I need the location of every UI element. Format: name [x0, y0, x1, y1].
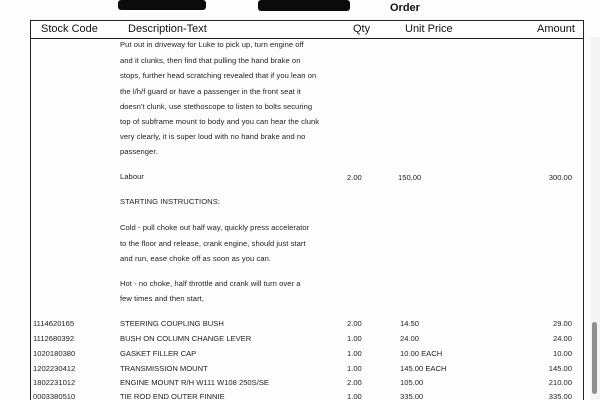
instruction-line: Hot - no choke, half throttle and crank will turn over a — [120, 279, 301, 288]
item-unit-price: 14.50 — [400, 319, 420, 328]
labour-desc: Labour — [120, 172, 144, 181]
table-left-rule — [30, 37, 31, 400]
item-desc: TRANSMISSION MOUNT — [120, 364, 208, 373]
redacted-block-left — [118, 0, 206, 10]
item-qty: 2.00 — [347, 319, 362, 328]
labour-unit-price: 150.00 — [398, 173, 422, 182]
labour-amount: 300.00 — [548, 173, 572, 182]
note-line: passenger. — [120, 147, 158, 156]
instruction-line: Cold - pull choke out half way, quickly press accelerator — [120, 223, 310, 232]
item-desc: BUSH ON COLUMN CHANGE LEVER — [120, 334, 252, 343]
header-qty: Qty — [353, 23, 371, 35]
item-code: 1802231012 — [33, 378, 76, 387]
column-header-row — [30, 20, 584, 39]
item-desc: TIE ROD END OUTER FINNIE — [120, 392, 225, 401]
item-code: 1202230412 — [33, 364, 76, 373]
note-line: very clearly, it is super loud with no hand brake and no — [120, 132, 306, 141]
note-line: Put out in driveway for Luke to pick up, turn engine off — [120, 40, 304, 49]
item-qty: 1.00 — [347, 364, 362, 373]
note-line: the l/h/f guard or have a passenger in the front seat it — [120, 87, 301, 96]
item-amount: 335.00 — [548, 392, 572, 401]
note-line: and it clunks, then find that pulling the hand brake on — [120, 56, 301, 65]
item-amount: 29.00 — [552, 319, 572, 328]
header-stock-code: Stock Code — [41, 23, 98, 35]
note-line: doesn't clunk, use stethoscope to listen to bolts securing — [120, 102, 313, 111]
item-qty: 2.00 — [347, 378, 362, 387]
item-unit-price: 10.00 EACH — [400, 349, 443, 358]
item-code: 0003380510 — [33, 392, 76, 401]
item-qty: 1.00 — [347, 334, 362, 343]
item-unit-price: 145.00 EACH — [400, 364, 447, 373]
item-code: 1020180380 — [33, 349, 76, 358]
instruction-line: and run, ease choke off as soon as you can. — [120, 254, 272, 263]
item-unit-price: 24.00 — [400, 334, 420, 343]
item-code: 1114620165 — [33, 319, 75, 328]
instruction-line: few times and then start, — [120, 294, 204, 303]
order-label: Order — [390, 2, 420, 14]
redacted-block-right — [258, 0, 350, 11]
item-amount: 24.00 — [552, 334, 572, 343]
header-description: Description-Text — [128, 23, 207, 35]
scrollbar-thumb[interactable] — [592, 322, 597, 394]
item-unit-price: 105.00 — [400, 378, 424, 387]
item-desc: ENGINE MOUNT R/H W111 W108 250S/SE — [120, 378, 269, 387]
item-desc: STEERING COUPLING BUSH — [120, 319, 224, 328]
item-amount: 210.00 — [548, 378, 572, 387]
item-qty: 1.00 — [347, 392, 362, 401]
item-qty: 1.00 — [347, 349, 362, 358]
note-line: stops, further head scratching revealed that if you lean on — [120, 71, 317, 80]
header-unit-price: Unit Price — [405, 23, 453, 35]
table-right-rule — [583, 37, 584, 400]
instruction-line: to the floor and release, crank engine, should just start — [120, 239, 306, 248]
item-amount: 10.00 — [552, 349, 572, 358]
labour-qty: 2.00 — [347, 173, 362, 182]
item-desc: GASKET FILLER CAP — [120, 349, 197, 358]
note-line: top of subframe mount to body and you can hear the clunk — [120, 117, 320, 126]
header-amount: Amount — [537, 23, 575, 35]
item-code: 1112680392 — [33, 334, 75, 343]
item-amount: 145.00 — [548, 364, 572, 373]
starting-instructions-heading: STARTING INSTRUCTIONS: — [120, 197, 220, 206]
item-unit-price: 335.00 — [400, 392, 424, 401]
